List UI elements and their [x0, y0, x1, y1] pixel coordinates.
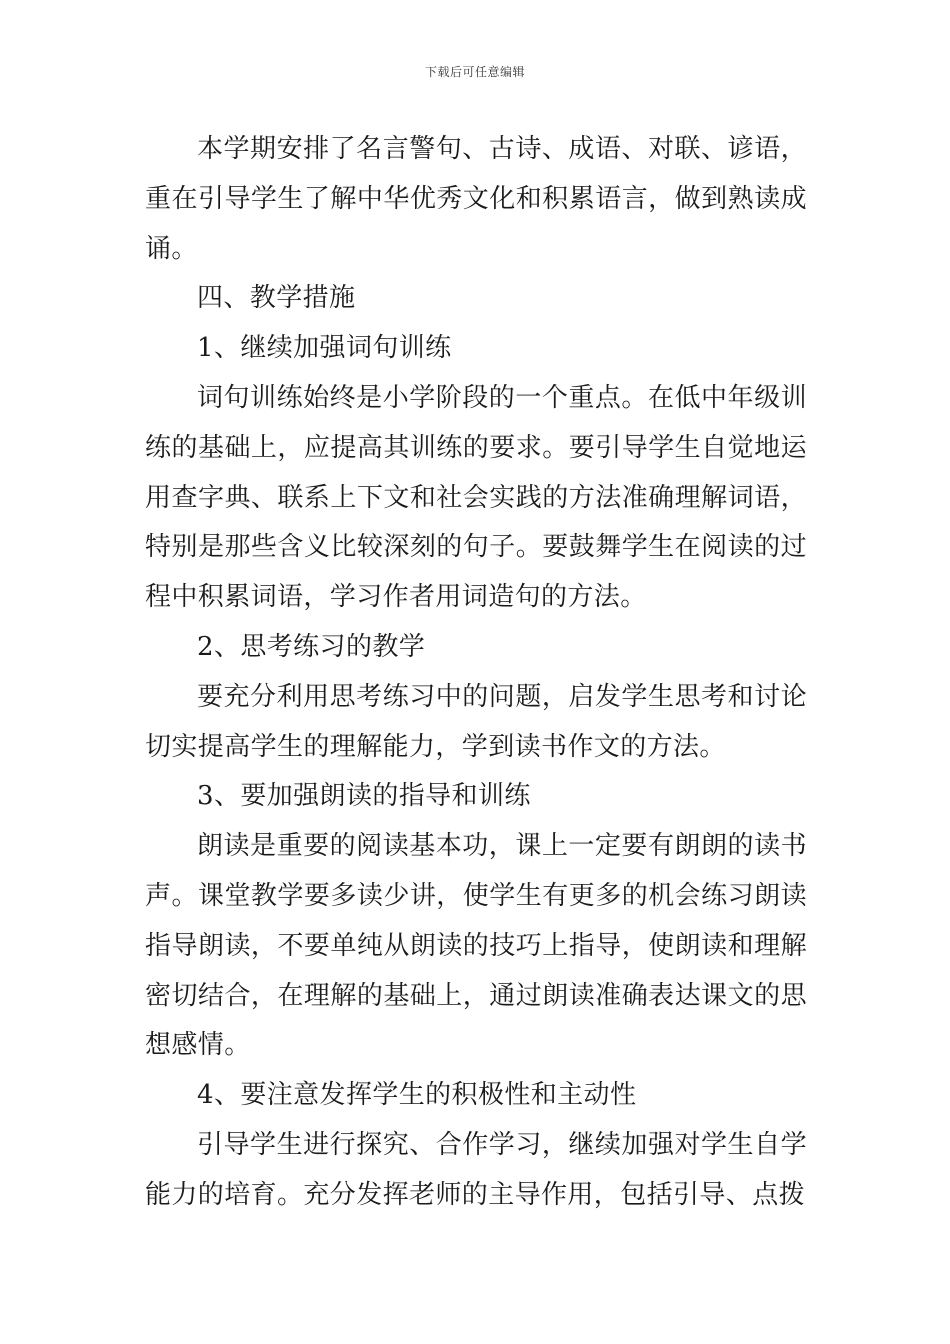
document-body — [145, 125, 807, 1221]
subheading-word-sentence-training: 1、继续加强词句训练 — [197, 333, 452, 364]
paragraph-reading-aloud: 朗读是重要的阅读基本功，课上一定要有朗朗的读书声。课堂教学要多读少讲，使学生有更多的机会练习朗读指导朗读，不要单纯从朗读的技巧上指导，使朗读和理解密切结合，在理解的基础上，通过朗读准确表达课文的思想感情。 — [145, 831, 807, 1061]
page-header-note: 下载后可任意编辑 — [424, 65, 525, 79]
subheading-student-initiative: 4、要注意发挥学生的积极性和主动性 — [197, 1080, 637, 1111]
paragraph-word-sentence-training: 词句训练始终是小学阶段的一个重点。在低中年级训练的基础上，应提高其训练的要求。要引导学生自觉地运用查字典、联系上下文和社会实践的方法准确理解词语，特别是那些含义比较深刻的句子。要鼓舞学生在阅读的过程中积累词语，学习作者用词造句的方法。 — [145, 382, 807, 613]
paragraph-thinking-exercises: 要充分利用思考练习中的问题，启发学生思考和讨论切实提高学生的理解能力，学到读书作文的方法。 — [145, 681, 807, 762]
section-heading-teaching-measures: 四、教学措施 — [197, 283, 356, 314]
paragraph-intro: 本学期安排了名言警句、古诗、成语、对联、谚语，重在引导学生了解中华优秀文化和积累语言，做到熟读成诵。 — [145, 134, 807, 264]
subheading-thinking-exercises: 2、思考练习的教学 — [197, 631, 426, 662]
subheading-reading-aloud: 3、要加强朗读的指导和训练 — [197, 781, 531, 812]
paragraph-student-initiative: 引导学生进行探究、合作学习，继续加强对学生自学能力的培育。充分发挥老师的主导作用，包括引导、点拨 — [145, 1129, 807, 1210]
